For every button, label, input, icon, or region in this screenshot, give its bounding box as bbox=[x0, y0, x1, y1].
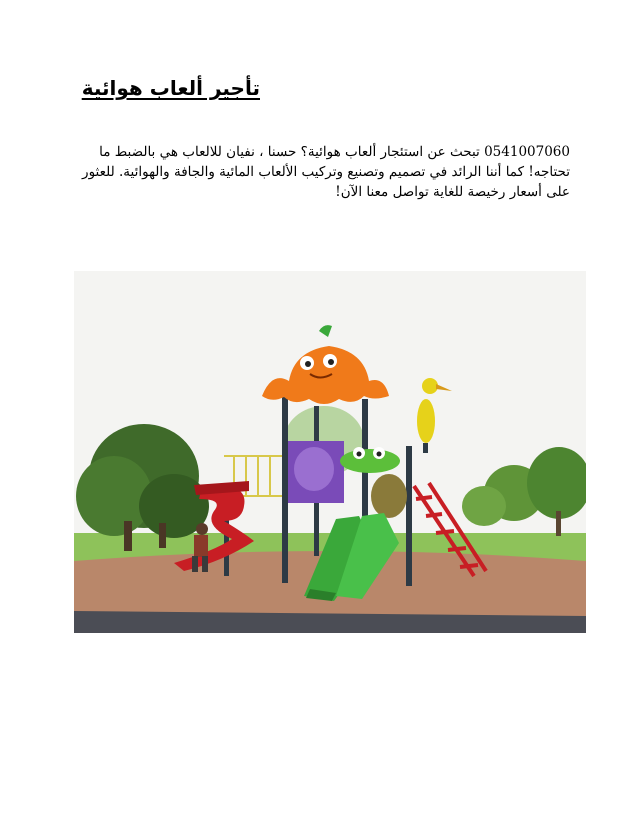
document-heading: تأجير ألعاب هوائية bbox=[81, 76, 260, 100]
paragraph-line: على أسعار رخيصة للغاية تواصل معنا الآن! bbox=[335, 184, 570, 200]
playground-photo bbox=[74, 271, 586, 633]
body-paragraph bbox=[70, 142, 570, 202]
paragraph-line: 0541007060 تبحث عن استئجار ألعاب هوائية؟ حسنا ، نفيان للالعاب هي بالضبط ما bbox=[99, 144, 570, 160]
paragraph-line: تحتاجه! كما أننا الرائد في تصميم وتصنيع وتركيب الألعاب المائية والجافة والهوائية. للعثور bbox=[82, 164, 570, 180]
